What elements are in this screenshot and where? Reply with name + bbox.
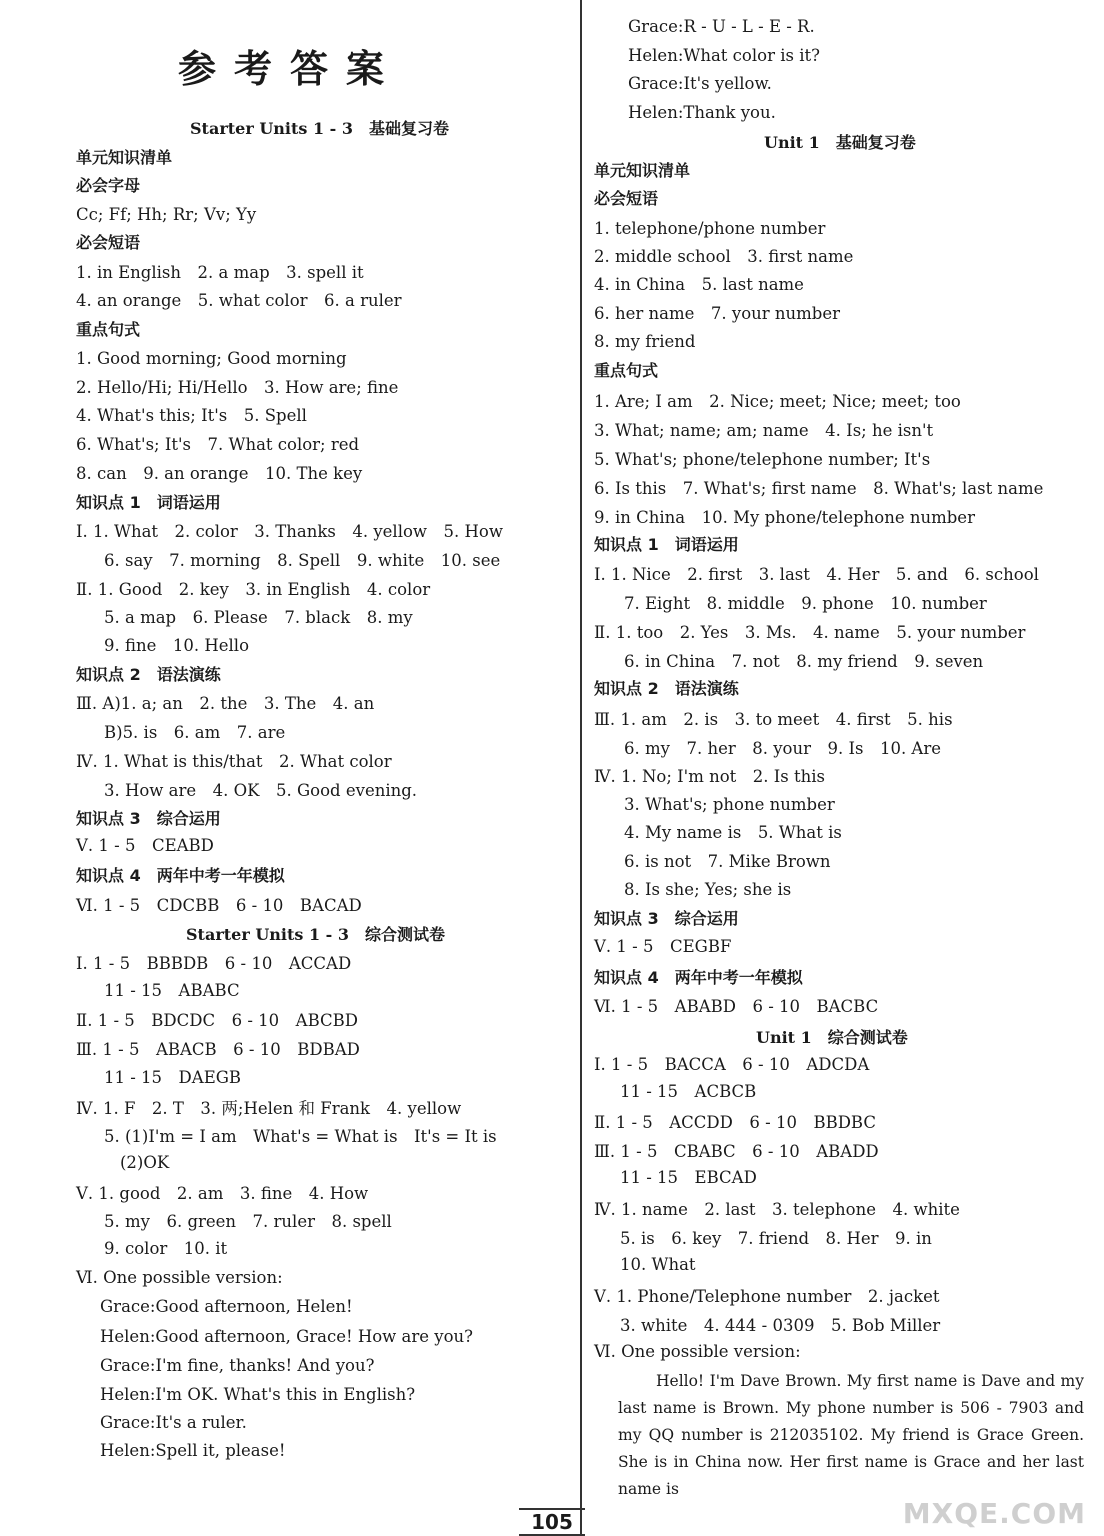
section-heading: Unit 1 基础复习卷 [764, 133, 916, 152]
answer-line: 11 - 15 DAEGB [104, 1068, 242, 1087]
dialogue-line: Helen:Spell it, please! [100, 1441, 286, 1460]
section-heading: Starter Units 1 - 3 综合测试卷 [186, 925, 445, 944]
answer-line: 1. in English 2. a map 3. spell it [76, 263, 364, 282]
subheading: 重点句式 [76, 320, 141, 339]
answer-line: Ⅵ. 1 - 5 ABABD 6 - 10 BACBC [594, 997, 879, 1016]
knowledge-point-heading: 知识点 2 语法演练 [594, 679, 739, 698]
dialogue-line: Helen:What color is it? [628, 46, 820, 65]
answer-line: 5. my 6. green 7. ruler 8. spell [104, 1212, 392, 1231]
answer-line: Ⅱ. 1 - 5 ACCDD 6 - 10 BBDBC [594, 1113, 876, 1132]
answer-line: 2. Hello/Hi; Hi/Hello 3. How are; fine [76, 378, 399, 397]
answer-line: 5. (1)I'm = I am What's = What is It's = It is [104, 1127, 497, 1146]
knowledge-point-heading: 知识点 4 两年中考一年模拟 [76, 866, 285, 885]
knowledge-point-heading: 知识点 2 语法演练 [76, 665, 221, 684]
section-heading: Unit 1 综合测试卷 [756, 1028, 908, 1047]
answer-line: 11 - 15 EBCAD [620, 1168, 757, 1187]
dialogue-line: Helen:I'm OK. What's this in English? [100, 1385, 416, 1404]
answer-line: 3. What; name; am; name 4. Is; he isn't [594, 421, 934, 440]
answer-line: 4. My name is 5. What is [624, 823, 842, 842]
essay-paragraph: Hello! I'm Dave Brown. My first name is Dave and my last name is Brown. My phone number is 506 - 7903 and my QQ number is 212035102. My friend is Grace Green. She is in China now. Her first name is Grace and her last name is [618, 1372, 1084, 1498]
answer-line: 8. can 9. an orange 10. The key [76, 464, 363, 483]
dialogue-line: Grace:It's yellow. [628, 74, 772, 93]
answer-line: Ⅲ. 1 - 5 ABACB 6 - 10 BDBAD [76, 1040, 360, 1059]
section-heading: Starter Units 1 - 3 基础复习卷 [190, 119, 449, 138]
answer-line: 6. her name 7. your number [594, 304, 841, 323]
dialogue-line: Grace:It's a ruler. [100, 1413, 247, 1432]
dialogue-line: Grace:I'm fine, thanks! And you? [100, 1356, 375, 1375]
subheading: 单元知识清单 [76, 148, 173, 167]
answer-line: Ⅴ. 1. good 2. am 3. fine 4. How [76, 1184, 369, 1203]
answer-line: 5. What's; phone/telephone number; It's [594, 450, 931, 469]
answer-line: 6. is not 7. Mike Brown [624, 852, 831, 871]
answer-line: Ⅱ. 1. Good 2. key 3. in English 4. color [76, 580, 431, 599]
answer-line: Cc; Ff; Hh; Rr; Vv; Yy [76, 205, 257, 224]
column-divider [580, 0, 582, 1536]
dialogue-line: Helen:Thank you. [628, 103, 776, 122]
answer-line: Ⅳ. 1. What is this/that 2. What color [76, 752, 392, 771]
answer-line: 1. telephone/phone number [594, 219, 826, 238]
answer-line: (2)OK [120, 1153, 170, 1172]
dialogue-line: Grace:R - U - L - E - R. [628, 17, 815, 36]
answer-line: 4. an orange 5. what color 6. a ruler [76, 291, 402, 310]
answer-line: Ⅳ. 1. No; I'm not 2. Is this [594, 767, 825, 786]
answer-line: B)5. is 6. am 7. are [104, 723, 286, 742]
answer-line: Ⅰ. 1. What 2. color 3. Thanks 4. yellow 5. How [76, 522, 503, 541]
answer-line: 5. is 6. key 7. friend 8. Her 9. in [620, 1229, 932, 1248]
answer-line: 2. middle school 3. first name [594, 247, 854, 266]
answer-line: Ⅲ. A)1. a; an 2. the 3. The 4. an [76, 694, 375, 713]
answer-line: 9. color 10. it [104, 1239, 228, 1258]
subheading: 重点句式 [594, 361, 659, 380]
answer-line: 11 - 15 ABABC [104, 981, 240, 1000]
knowledge-point-heading: 知识点 3 综合运用 [594, 909, 739, 928]
answer-line: Ⅰ. 1. Nice 2. first 3. last 4. Her 5. and 6. school [594, 565, 1039, 584]
answer-line: Ⅳ. 1. name 2. last 3. telephone 4. white [594, 1200, 960, 1219]
answer-line: 3. white 4. 444 - 0309 5. Bob Miller [620, 1316, 941, 1335]
dialogue-line: Grace:Good afternoon, Helen! [100, 1297, 353, 1316]
answer-line: Ⅵ. One possible version: [76, 1268, 283, 1287]
answer-line: 4. What's this; It's 5. Spell [76, 406, 307, 425]
page-title: 参考答案 [177, 47, 402, 91]
answer-line: Ⅴ. 1 - 5 CEABD [76, 836, 214, 855]
answer-line: Ⅰ. 1 - 5 BBBDB 6 - 10 ACCAD [76, 954, 352, 973]
subheading: 必会字母 [76, 176, 141, 195]
answer-line: Ⅲ. 1 - 5 CBABC 6 - 10 ABADD [594, 1142, 879, 1161]
knowledge-point-heading: 知识点 4 两年中考一年模拟 [594, 968, 803, 987]
answer-line: 6. say 7. morning 8. Spell 9. white 10. see [104, 551, 501, 570]
answer-line: 6. Is this 7. What's; first name 8. What's; last name [594, 479, 1044, 498]
answer-line: Ⅵ. One possible version: [594, 1342, 801, 1361]
answer-line: 6. in China 7. not 8. my friend 9. seven [624, 652, 984, 671]
answer-line: Ⅳ. 1. F 2. T 3. 两;Helen 和 Frank 4. yellow [76, 1099, 462, 1118]
answer-line: Ⅱ. 1. too 2. Yes 3. Ms. 4. name 5. your number [594, 623, 1026, 642]
subheading: 必会短语 [76, 233, 141, 252]
answer-line: Ⅲ. 1. am 2. is 3. to meet 4. first 5. his [594, 710, 953, 729]
knowledge-point-heading: 知识点 1 词语运用 [76, 493, 221, 512]
answer-line: 5. a map 6. Please 7. black 8. my [104, 608, 413, 627]
answer-line: Ⅵ. 1 - 5 CDCBB 6 - 10 BACAD [76, 896, 362, 915]
page-number: 105 [0, 1508, 1104, 1536]
answer-line: 8. Is she; Yes; she is [624, 880, 792, 899]
answer-line: 8. my friend [594, 332, 696, 351]
knowledge-point-heading: 知识点 1 词语运用 [594, 535, 739, 554]
answer-line: 1. Are; I am 2. Nice; meet; Nice; meet; too [594, 392, 961, 411]
answer-line: 7. Eight 8. middle 9. phone 10. number [624, 594, 987, 613]
answer-line: 10. What [620, 1255, 696, 1274]
watermark: MXQE.COM [902, 1497, 1086, 1530]
answer-line: 6. my 7. her 8. your 9. Is 10. Are [624, 739, 942, 758]
answer-line: Ⅴ. 1. Phone/Telephone number 2. jacket [594, 1287, 940, 1306]
answer-line: 4. in China 5. last name [594, 275, 804, 294]
answer-line: 11 - 15 ACBCB [620, 1082, 757, 1101]
answer-line: Ⅱ. 1 - 5 BDCDC 6 - 10 ABCBD [76, 1011, 358, 1030]
subheading: 单元知识清单 [594, 161, 691, 180]
answer-line: Ⅰ. 1 - 5 BACCA 6 - 10 ADCDA [594, 1055, 870, 1074]
answer-line: 3. What's; phone number [624, 795, 835, 814]
dialogue-line: Helen:Good afternoon, Grace! How are you? [100, 1327, 474, 1346]
answer-line: Ⅴ. 1 - 5 CEGBF [594, 937, 732, 956]
answer-line: 9. fine 10. Hello [104, 636, 250, 655]
knowledge-point-heading: 知识点 3 综合运用 [76, 809, 221, 828]
answer-line: 1. Good morning; Good morning [76, 349, 347, 368]
answer-line: 6. What's; It's 7. What color; red [76, 435, 360, 454]
answer-line: 3. How are 4. OK 5. Good evening. [104, 781, 418, 800]
answer-line: 9. in China 10. My phone/telephone number [594, 508, 975, 527]
subheading: 必会短语 [594, 189, 659, 208]
